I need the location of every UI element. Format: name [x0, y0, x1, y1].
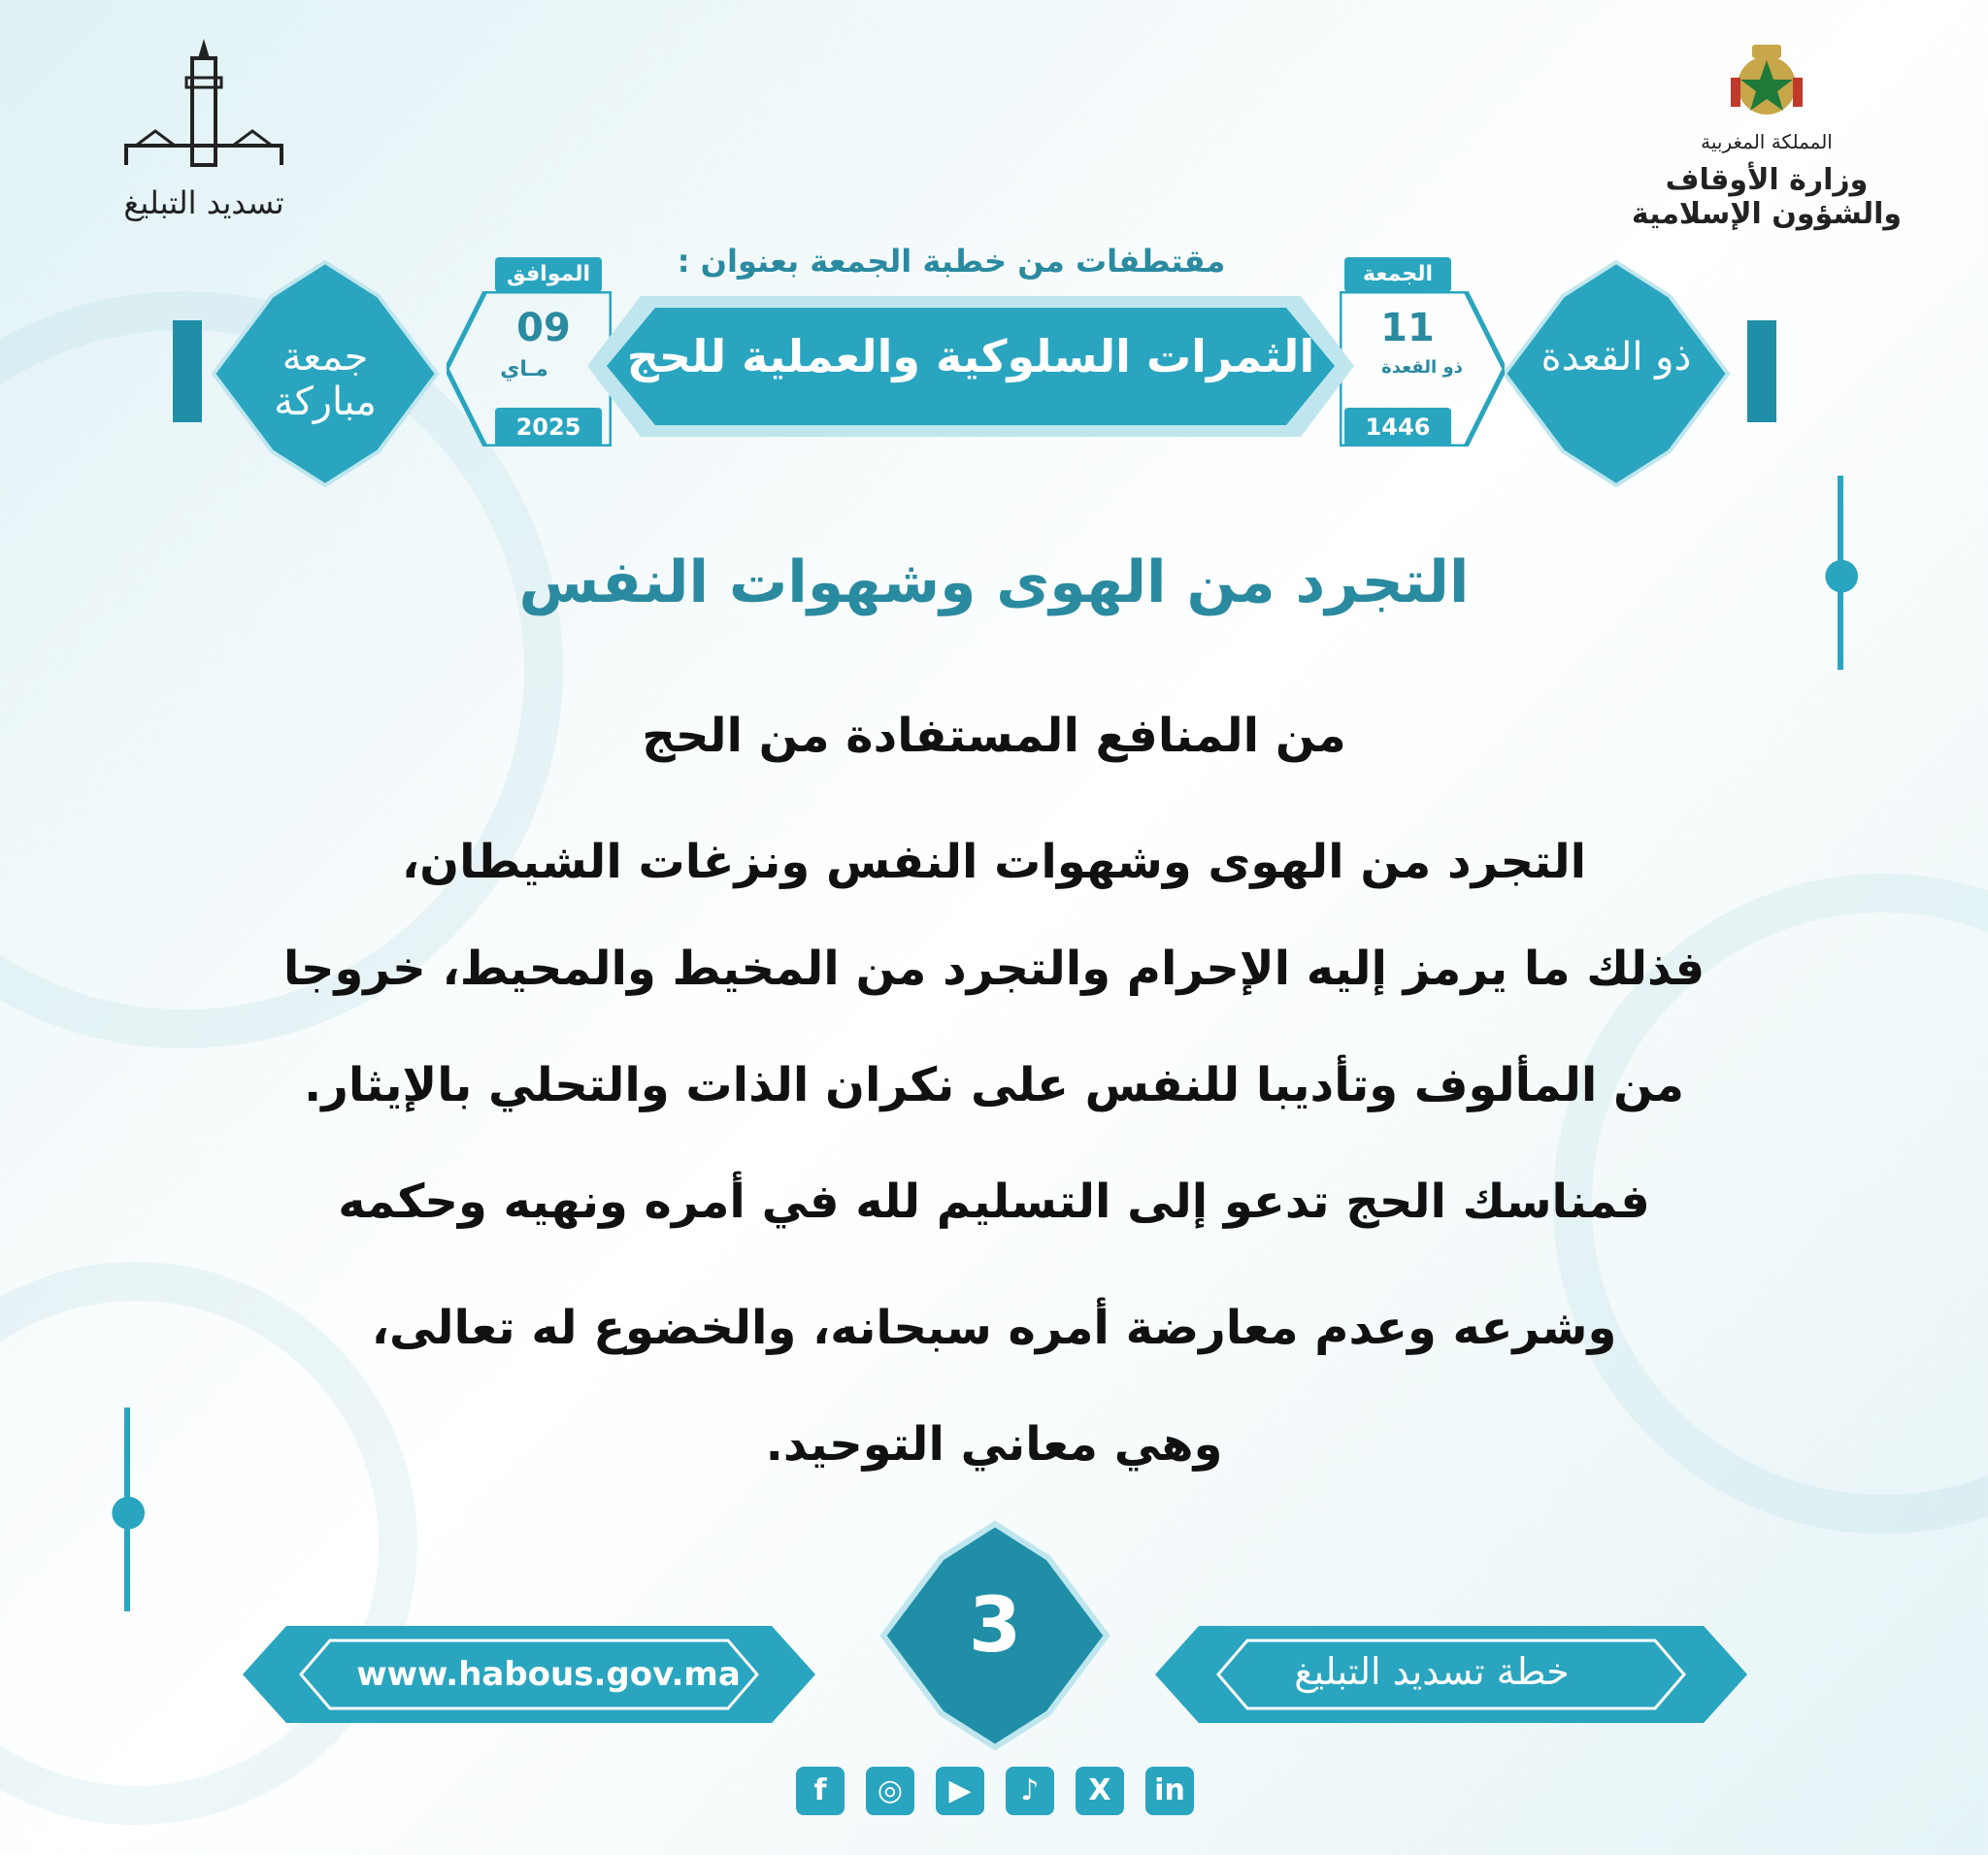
- section-heading: التجرد من الهوى وشهوات النفس: [518, 548, 1470, 616]
- right-side-dot: ●: [1823, 548, 1861, 598]
- left-side-dot: ●: [110, 1485, 148, 1535]
- tiktok-icon[interactable]: ♪: [1006, 1767, 1054, 1815]
- dhu-al-qadah-badge-text: ذو القعدة: [1541, 335, 1692, 380]
- facebook-icon[interactable]: f: [796, 1767, 845, 1815]
- website-link[interactable]: www.habous.gov.ma: [356, 1655, 741, 1694]
- coat-of-arms-icon: [1723, 39, 1810, 126]
- youtube-icon[interactable]: ▶: [936, 1767, 984, 1815]
- body-line: فمناسك الحج تدعو إلى التسليم لله في أمره ونهيه وحكمه: [338, 1175, 1650, 1229]
- body-line: من المألوف وتأديبا للنفس على نكران الذات والتحلي بالإيثار.: [304, 1058, 1684, 1112]
- body-line: وشرعه وعدم معارضة أمره سبحانه، والخضوع له تعالى،: [371, 1301, 1617, 1355]
- hijri-label: الجمعة: [1344, 257, 1451, 292]
- hijri-month: ذو القعدة: [1381, 357, 1463, 378]
- kicker-text: مقتطفات من خطبة الجمعة بعنوان :: [677, 243, 1226, 280]
- body-line: فذلك ما يرمز إليه الإحرام والتجرد من المخيط والمحيط، خروجا: [282, 942, 1706, 996]
- tasdid-logo: [107, 39, 301, 233]
- hijri-day: 11: [1380, 306, 1435, 350]
- gregorian-label: الموافق: [495, 257, 602, 292]
- sermon-title: الثمرات السلوكية والعملية للحج: [626, 330, 1315, 382]
- plan-title: خطة تسديد التبليغ: [1294, 1650, 1570, 1693]
- linkedin-icon[interactable]: in: [1145, 1767, 1194, 1815]
- instagram-icon[interactable]: ◎: [866, 1767, 914, 1815]
- gregorian-year: 2025: [495, 408, 602, 447]
- hijri-year: 1446: [1344, 408, 1451, 447]
- left-header-bar: [173, 320, 202, 422]
- tasdid-logo-text: تسديد التبليغ: [123, 184, 284, 221]
- body-line: من المنافع المستفادة من الحج: [642, 709, 1346, 763]
- ministry-name: وزارة الأوقاف والشؤون الإسلامية: [1631, 163, 1903, 231]
- x-icon[interactable]: X: [1076, 1767, 1124, 1815]
- body-line: التجرد من الهوى وشهوات النفس ونزغات الشيطان،: [401, 835, 1587, 889]
- gregorian-day: 09: [516, 306, 571, 350]
- ministry-logo: [1626, 39, 1907, 233]
- body-line: وهي معاني التوحيد.: [765, 1417, 1223, 1472]
- mosque-minaret-icon: [116, 39, 291, 175]
- right-header-bar: [1747, 320, 1776, 422]
- gregorian-month: مـاي: [500, 357, 548, 381]
- kingdom-name: المملكة المغربية: [1701, 130, 1833, 153]
- page-number: 3: [968, 1582, 1022, 1670]
- jumua-mubaraka-badge-text: جمعة مباركة: [274, 335, 377, 424]
